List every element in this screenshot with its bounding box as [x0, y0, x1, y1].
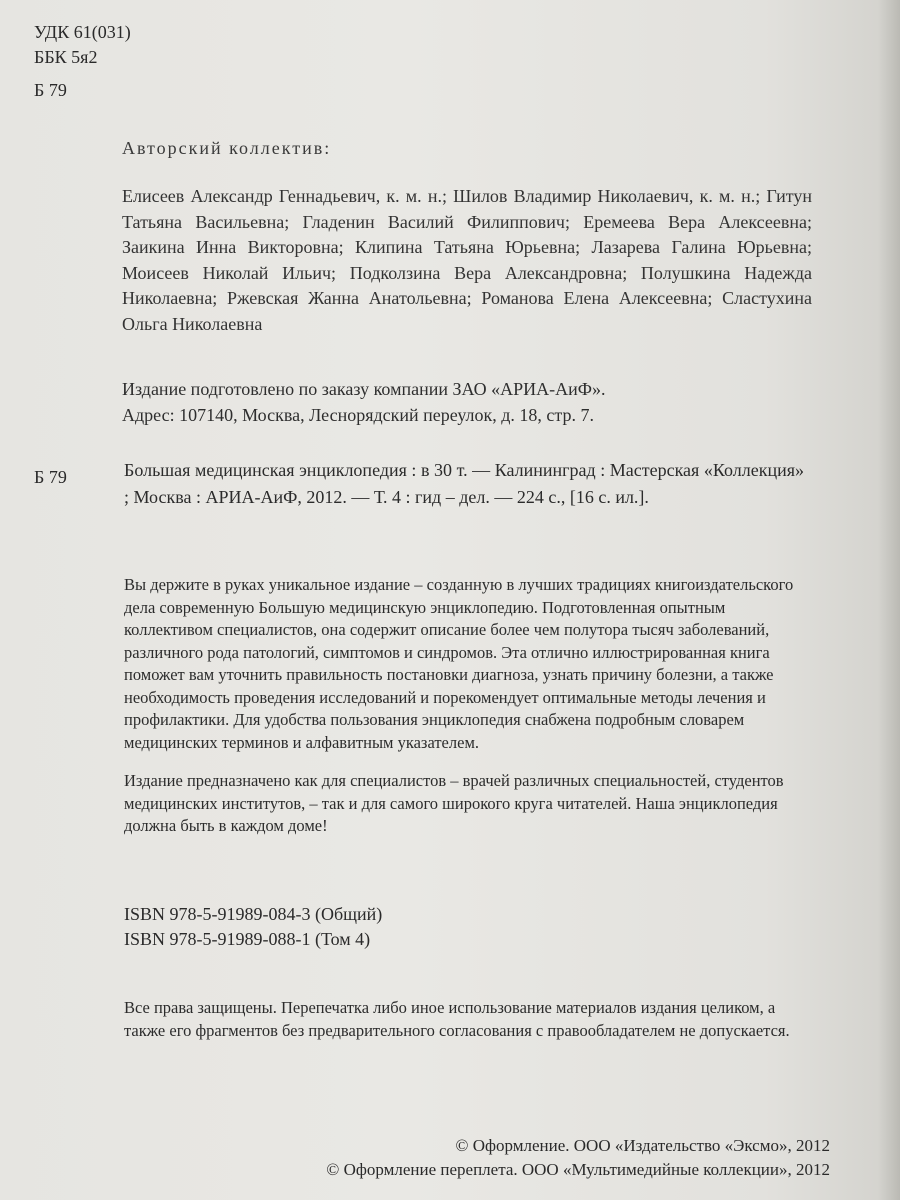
annotation-paragraph: Вы держите в руках уникальное издание – созданную в лучших традициях книгоиздательского дела современную Большую медицинскую энциклопедию. Подготовленная опытным коллективом специалистов, она содержит описание более чем полутора тысяч заболеваний, различного рода патологий, симптомов и синдромов. Эта отлично иллюстрированная книга поможет вам уточнить правильность постановки диагноза, узнать причину болезни, а также необходимость проведения исследований и порекомендует оптимальные методы лечения и профилактики. Для удобства пользования энциклопедия снабжена подробным словарем медицинских терминов и алфавитным указателем. [124, 575, 794, 752]
udk-code: УДК 61(031) [34, 22, 131, 42]
authors-heading: Авторский коллектив: [122, 138, 332, 158]
authors-list: Елисеев Александр Геннадьевич, к. м. н.; Шилов Владимир Николаевич, к. м. н.; Гитун Татьяна Васильевна; Гладенин Василий Филиппович; Еремеева Вера Алексеевна; Заикина Инна Викторовна; Клипина Татьяна Юрьевна; Лазарева Галина Юрьевна; Моисеев Николай Ильич; Подколзина Вера Александровна; Полушкина Надежда Николаевна; Ржевская Жанна Анатольевна; Романова Елена Алексеевна; Сластухина Ольга Николаевна [122, 186, 812, 334]
prepared-for-note [122, 376, 812, 428]
isbn-general: ISBN 978-5-91989-084-3 (Общий) [124, 904, 383, 924]
copyright-design: © Оформление. ООО «Издательство «Эксмо», 2012 [455, 1136, 830, 1155]
bibliographic-record: Большая медицинская энциклопедия : в 30 т. — Калининград : Мастерская «Коллекция» ; Москва : АРИА-АиФ, 2012. — Т. 4 : гид – дел. — 224 с., [16 с. ил.]. [124, 460, 804, 507]
copyright-block [326, 1134, 830, 1182]
page-edge-shadow [878, 0, 900, 1200]
copyright-cover: © Оформление переплета. ООО «Мультимедийные коллекции», 2012 [326, 1160, 830, 1179]
bbk-code: ББК 5я2 [34, 47, 98, 67]
bibliography-index: Б 79 [34, 467, 67, 487]
rights-notice: Все права защищены. Перепечатка либо иное использование материалов издания целиком, а также его фрагментов без предварительного согласования с правообладателем не допускается. [124, 998, 790, 1040]
isbn-volume: ISBN 978-5-91989-088-1 (Том 4) [124, 929, 371, 949]
annotation-paragraph: Издание предназначено как для специалистов – врачей различных специальностей, студентов медицинских институтов, – так и для самого широкого круга читателей. Наша энциклопедия должна быть в каждом доме! [124, 771, 784, 835]
author-mark: Б 79 [34, 80, 67, 100]
annotation [124, 574, 804, 838]
prepared-line: Издание подготовлено по заказу компании ЗАО «АРИА-АиФ». [122, 379, 606, 399]
address-line: Адрес: 107140, Москва, Леснорядский переулок, д. 18, стр. 7. [122, 405, 594, 425]
classification-codes [34, 20, 131, 70]
isbn-block [124, 902, 382, 952]
